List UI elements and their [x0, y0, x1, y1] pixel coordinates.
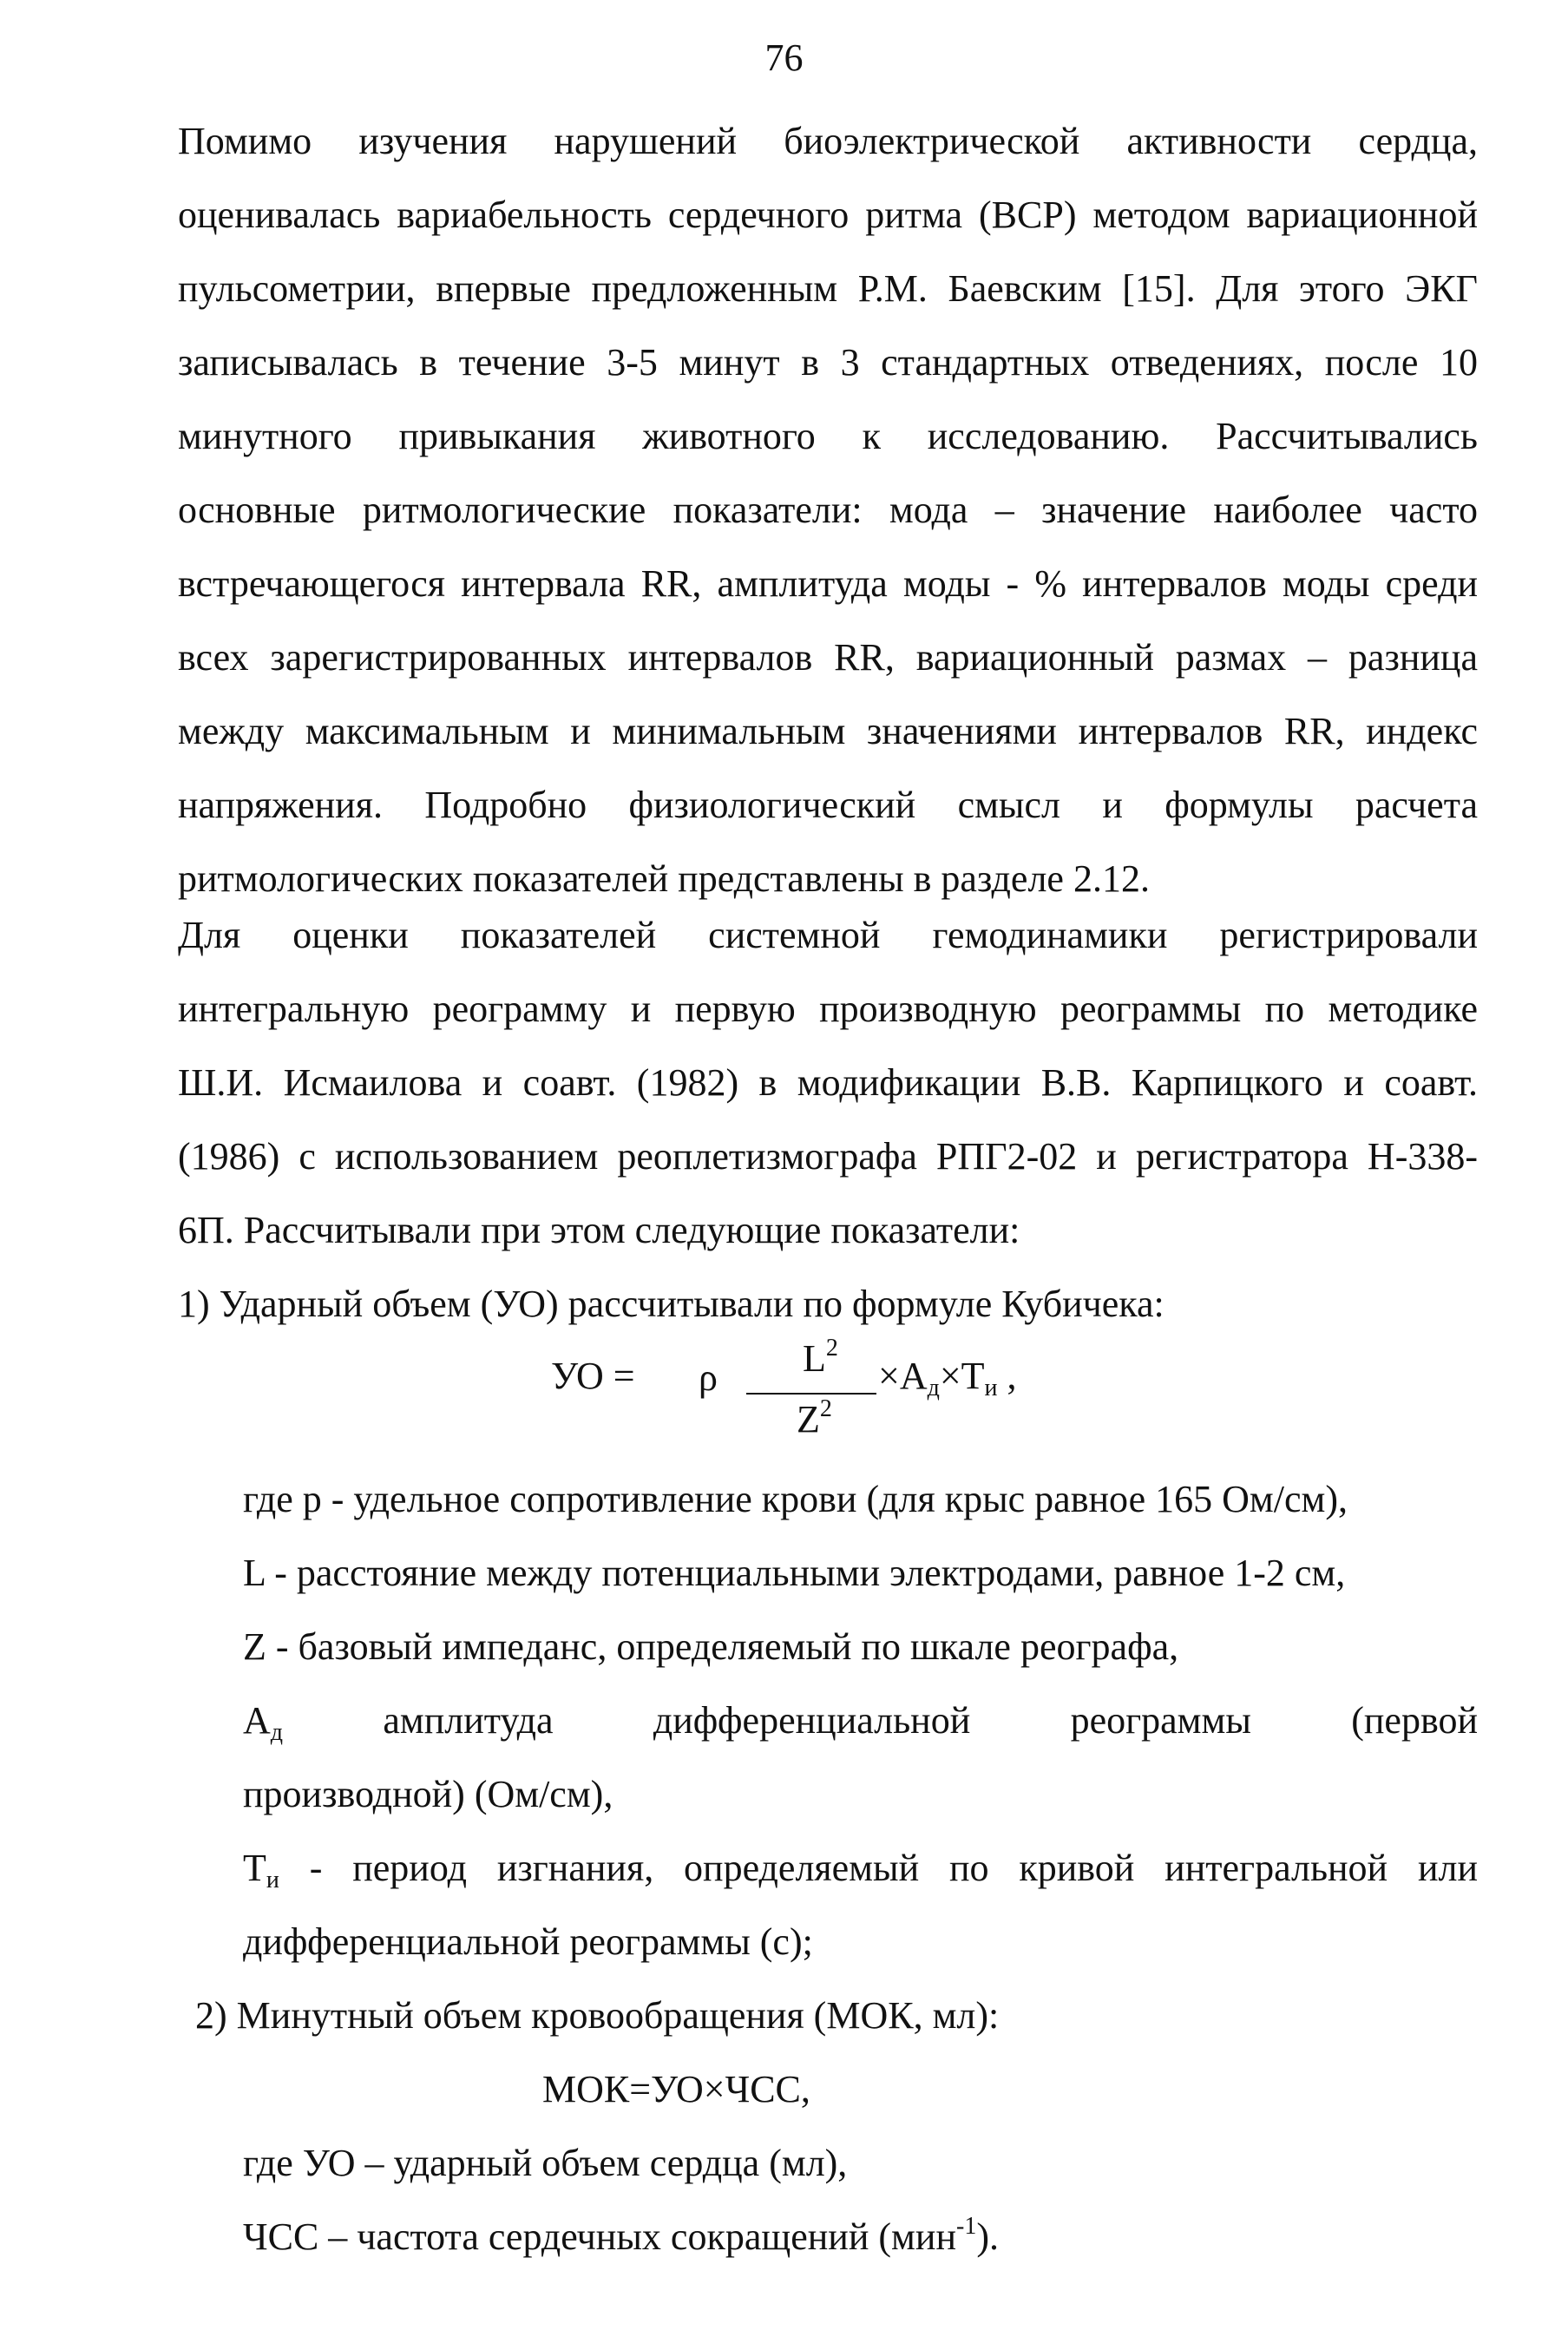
- text-line: пульсометрии, впервые предложенным Р.М. Баевским [15]. Для этого ЭКГ: [178, 267, 1478, 310]
- text-line: записывалась в течение 3-5 минут в 3 стандартных отведениях, после 10: [178, 341, 1478, 384]
- text-line: Помимо изучения нарушений биоэлектрической активности сердца,: [178, 120, 1478, 162]
- definition-hr: ЧСС – частота сердечных сокращений (мин$^{-1}$).: [243, 2213, 999, 2258]
- text-line: Для оценки показателей системной гемодинамики регистрировали: [178, 914, 1478, 956]
- fraction-bar: [746, 1393, 876, 1395]
- paragraph-hemodynamics-first: [178, 898, 1478, 972]
- ad-word: (первой: [1351, 1699, 1478, 1742]
- definition-z: Z - базовый импеданс, определяемый по шкале реографа,: [243, 1625, 1179, 1668]
- definition-uo: где УО – ударный объем сердца (мл),: [243, 2142, 848, 2184]
- ad-word: дифференциальной: [653, 1699, 971, 1742]
- definition-l: L - расстояние между потенциальными электродами, равное 1-2 см,: [243, 1552, 1346, 1594]
- text-line: (1986) с использованием реоплетизмографа РПГ2-02 и регистратора Н-338-: [178, 1135, 1478, 1178]
- formula-numerator: $L^2$: [803, 1335, 838, 1380]
- formula-denominator: $Z^2$: [797, 1395, 832, 1441]
- definition-rho: где p - удельное сопротивление крови (для крыс равное 165 Ом/см),: [243, 1478, 1348, 1520]
- text-line: ритмологических показателей представлены в разделе 2.12.: [178, 857, 1150, 900]
- text-line: 6П. Рассчитывали при этом следующие показатели:: [178, 1209, 1020, 1251]
- text-line: встречающегося интервала RR, амплитуда моды - % интервалов моды среди: [178, 562, 1478, 605]
- item2-heading: 2) Минутный объем кровообращения (МОК, мл):: [195, 1994, 1000, 2037]
- text-line: интегральную реограмму и первую производную реограммы по методике: [178, 988, 1478, 1030]
- text-line: всех зарегистрированных интервалов RR, вариационный размах – разница: [178, 636, 1478, 679]
- text-line: основные ритмологические показатели: мода – значение наиболее часто: [178, 489, 1478, 531]
- ad-word: реограммы: [1070, 1699, 1251, 1742]
- page-number: 76: [764, 36, 804, 79]
- ad-symbol: $А_д$: [243, 1699, 284, 1746]
- text-line: оценивалась вариабельность сердечного ритма (ВСР) методом вариационной: [178, 194, 1478, 236]
- definition-ti-cont: дифференциальной реограммы (с);: [243, 1920, 813, 1963]
- formula-lhs: УО =: [551, 1355, 635, 1397]
- text-line: между максимальным и минимальным значениями интервалов RR, индекс: [178, 710, 1478, 752]
- formula-factors: $\times А_д\times Т_и$ ,: [878, 1355, 1017, 1401]
- definition-ad: [243, 1683, 1478, 1757]
- paragraph-hrv-body: [178, 178, 1478, 916]
- paragraph-hrv: [178, 104, 1478, 178]
- definition-ti: $Т_и$ - период изгнания, определяемый по кривой интегральной или: [243, 1847, 1478, 1893]
- ad-word: амплитуда: [383, 1699, 554, 1742]
- mok-formula: МОК=УО×ЧСС,: [542, 2068, 810, 2110]
- definition-ad-cont: производной) (Ом/см),: [243, 1773, 613, 1815]
- text-line: напряжения. Подробно физиологический смысл и формулы расчета: [178, 784, 1478, 826]
- text-line: Ш.И. Исмаилова и соавт. (1982) в модификации В.В. Карпицкого и соавт.: [178, 1061, 1478, 1104]
- item1-heading: 1) Ударный объем (УО) рассчитывали по формуле Кубичека:: [178, 1283, 1165, 1325]
- text-line: минутного привыкания животного к исследованию. Рассчитывались: [178, 415, 1478, 457]
- paragraph-hemodynamics: [178, 972, 1478, 1267]
- formula-rho: ρ: [699, 1356, 718, 1399]
